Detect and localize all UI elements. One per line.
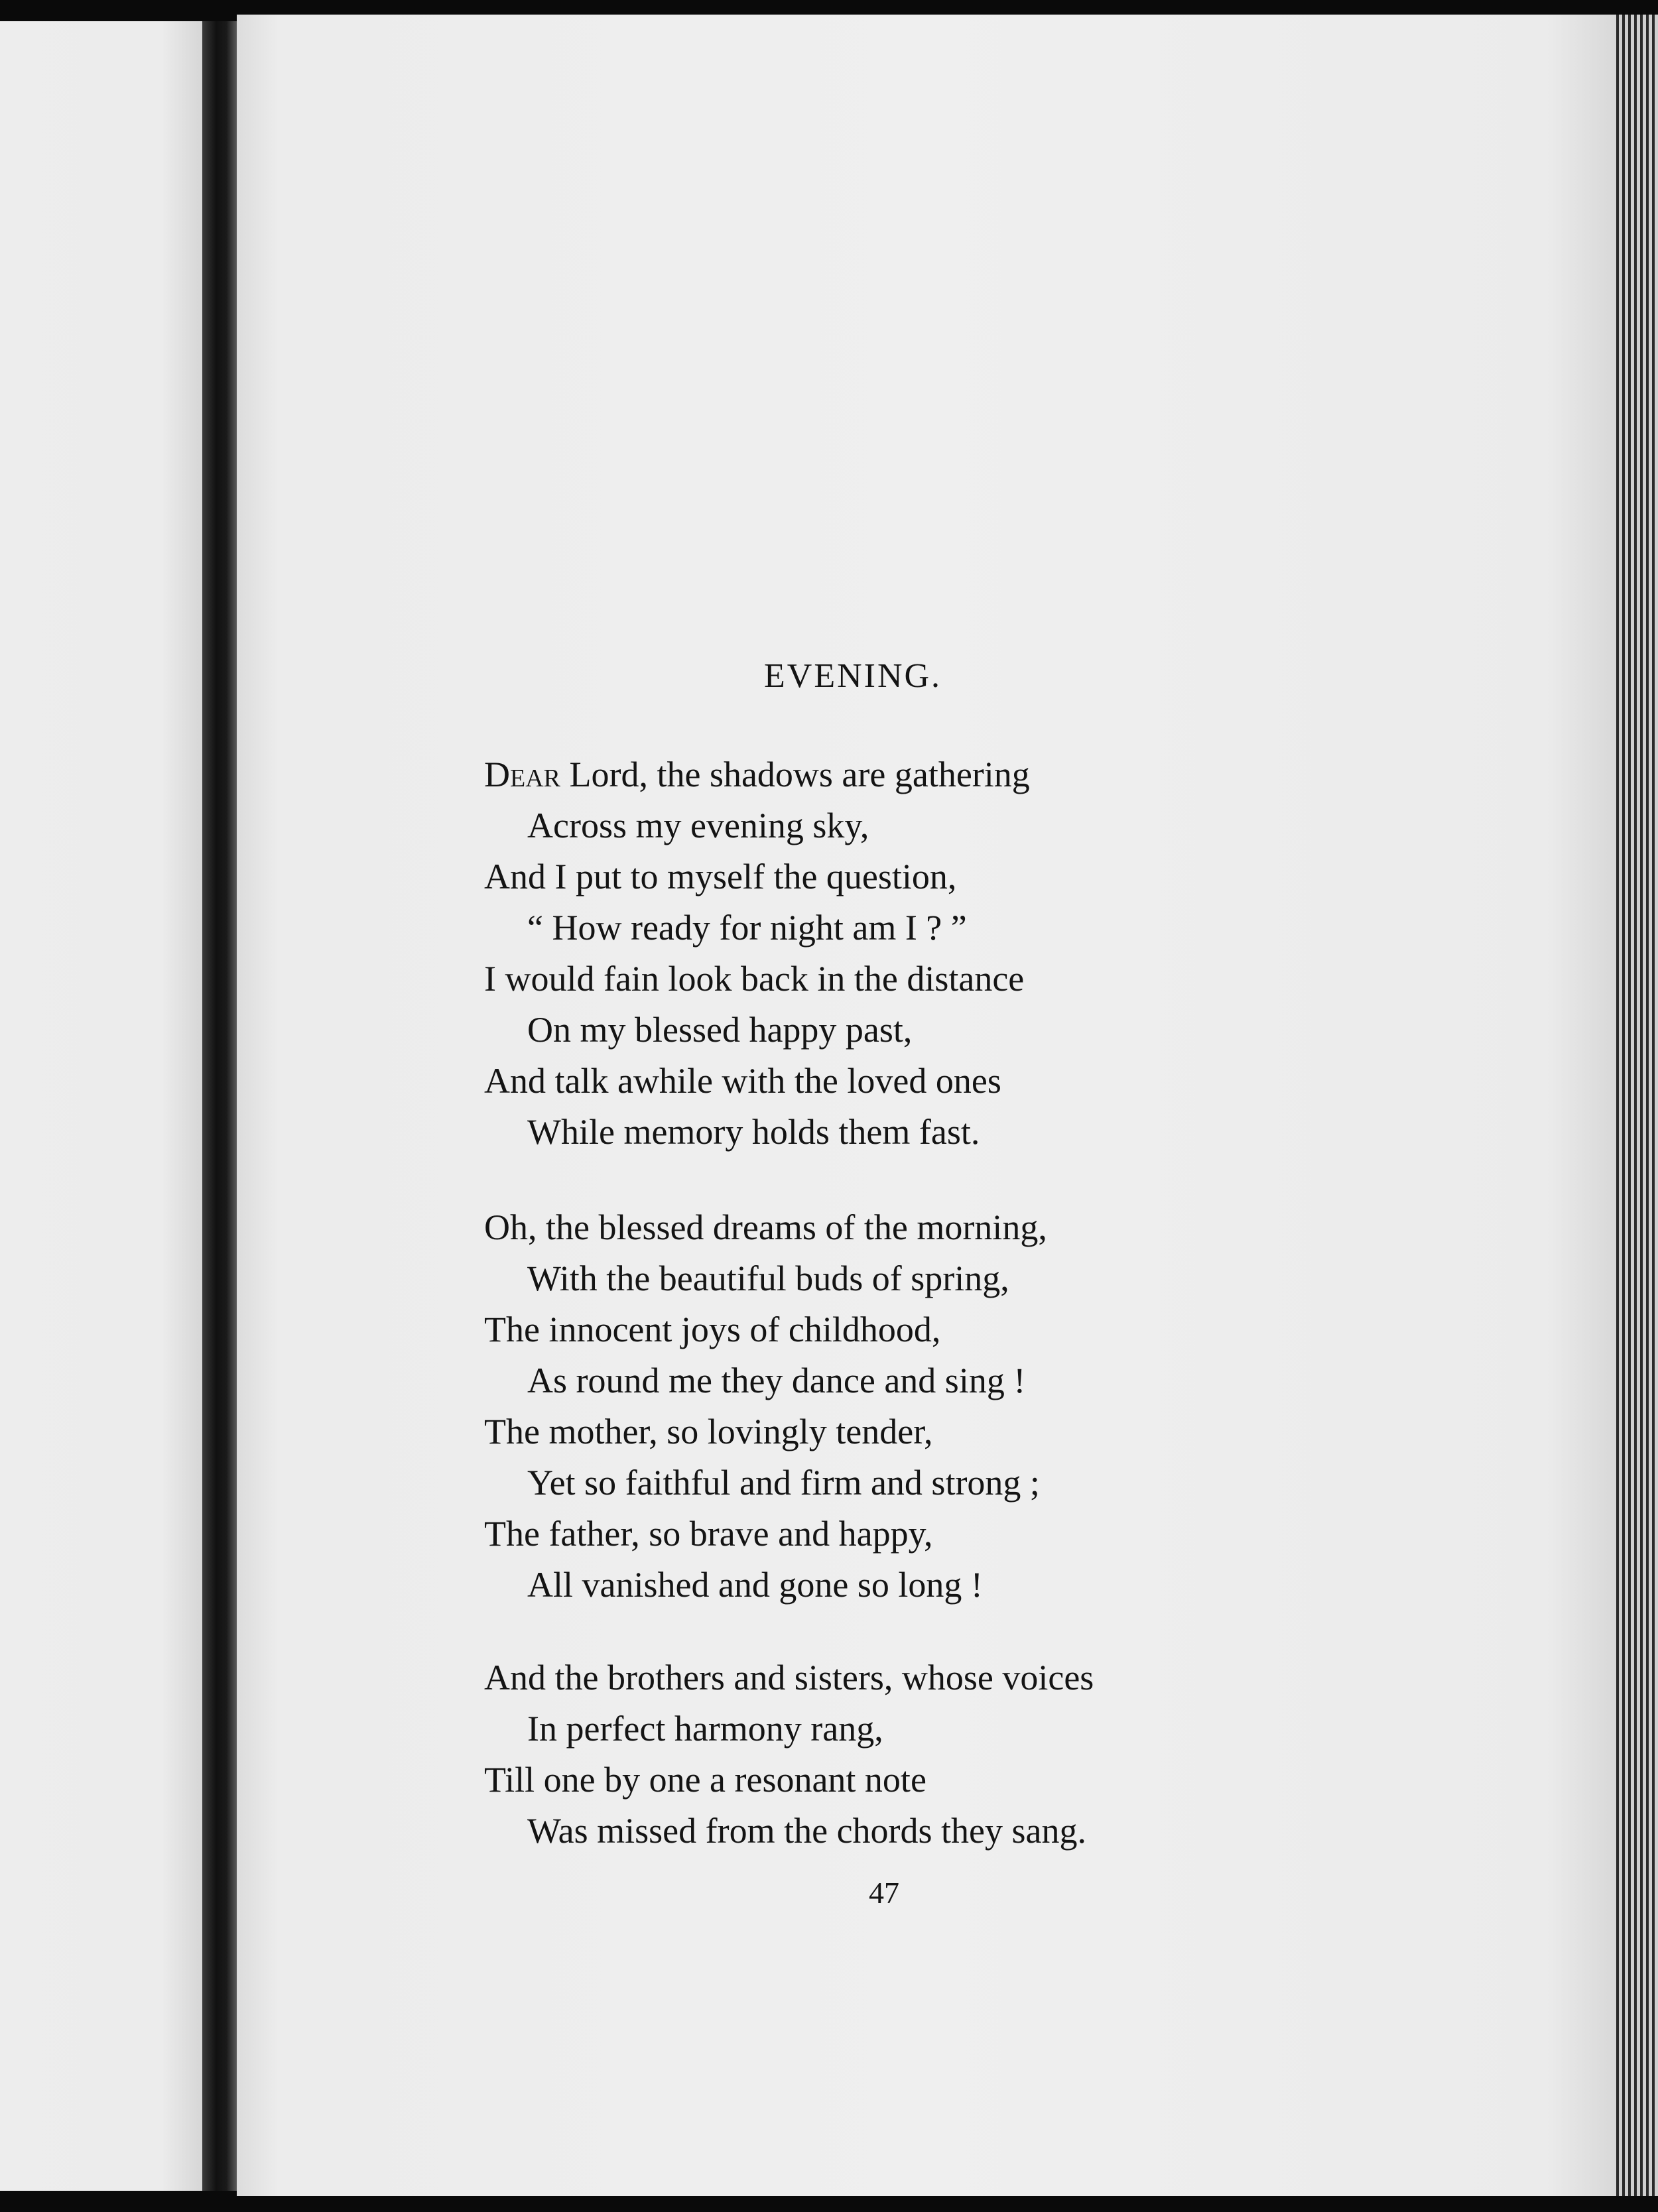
- poem-line: In perfect harmony rang,: [527, 1709, 883, 1749]
- stanza-1: [484, 749, 1313, 1158]
- poem-line: And I put to myself the question,: [484, 857, 957, 896]
- stanza-3: [484, 1652, 1313, 1857]
- poem-line: And talk awhile with the loved ones: [484, 1061, 1001, 1101]
- poem-line: All vanished and gone so long !: [527, 1565, 983, 1605]
- poem-line: While memory holds them fast.: [527, 1112, 980, 1152]
- poem-line: Dear Lord, the shadows are gathering: [484, 755, 1030, 794]
- poem-line: Oh, the blessed dreams of the morning,: [484, 1207, 1047, 1247]
- book-spine: [202, 21, 237, 2191]
- poem-line: As round me they dance and sing !: [527, 1361, 1026, 1400]
- poem-line: With the beautiful buds of spring,: [527, 1259, 1009, 1298]
- poem-line: Yet so faithful and firm and strong ;: [527, 1463, 1040, 1503]
- page-edges: [1616, 15, 1658, 2196]
- page-number: 47: [869, 1876, 899, 1910]
- poem-line: Across my evening sky,: [527, 806, 869, 845]
- poem-line: And the brothers and sisters, whose voices: [484, 1658, 1094, 1697]
- poem-line: On my blessed happy past,: [527, 1010, 913, 1050]
- stanza-2: [484, 1202, 1313, 1611]
- poem-line: The mother, so lovingly tender,: [484, 1412, 933, 1451]
- poem-line: The father, so brave and happy,: [484, 1514, 933, 1554]
- poem-line: The innocent joys of childhood,: [484, 1310, 941, 1349]
- poem-line: Was missed from the chords they sang.: [527, 1811, 1086, 1851]
- left-page: [0, 21, 202, 2191]
- poem-line: “ How ready for night am I ? ”: [527, 908, 967, 948]
- poem-title: EVENING.: [764, 657, 942, 695]
- poem-line: Till one by one a resonant note: [484, 1760, 926, 1800]
- poem-line: I would fain look back in the distance: [484, 959, 1025, 999]
